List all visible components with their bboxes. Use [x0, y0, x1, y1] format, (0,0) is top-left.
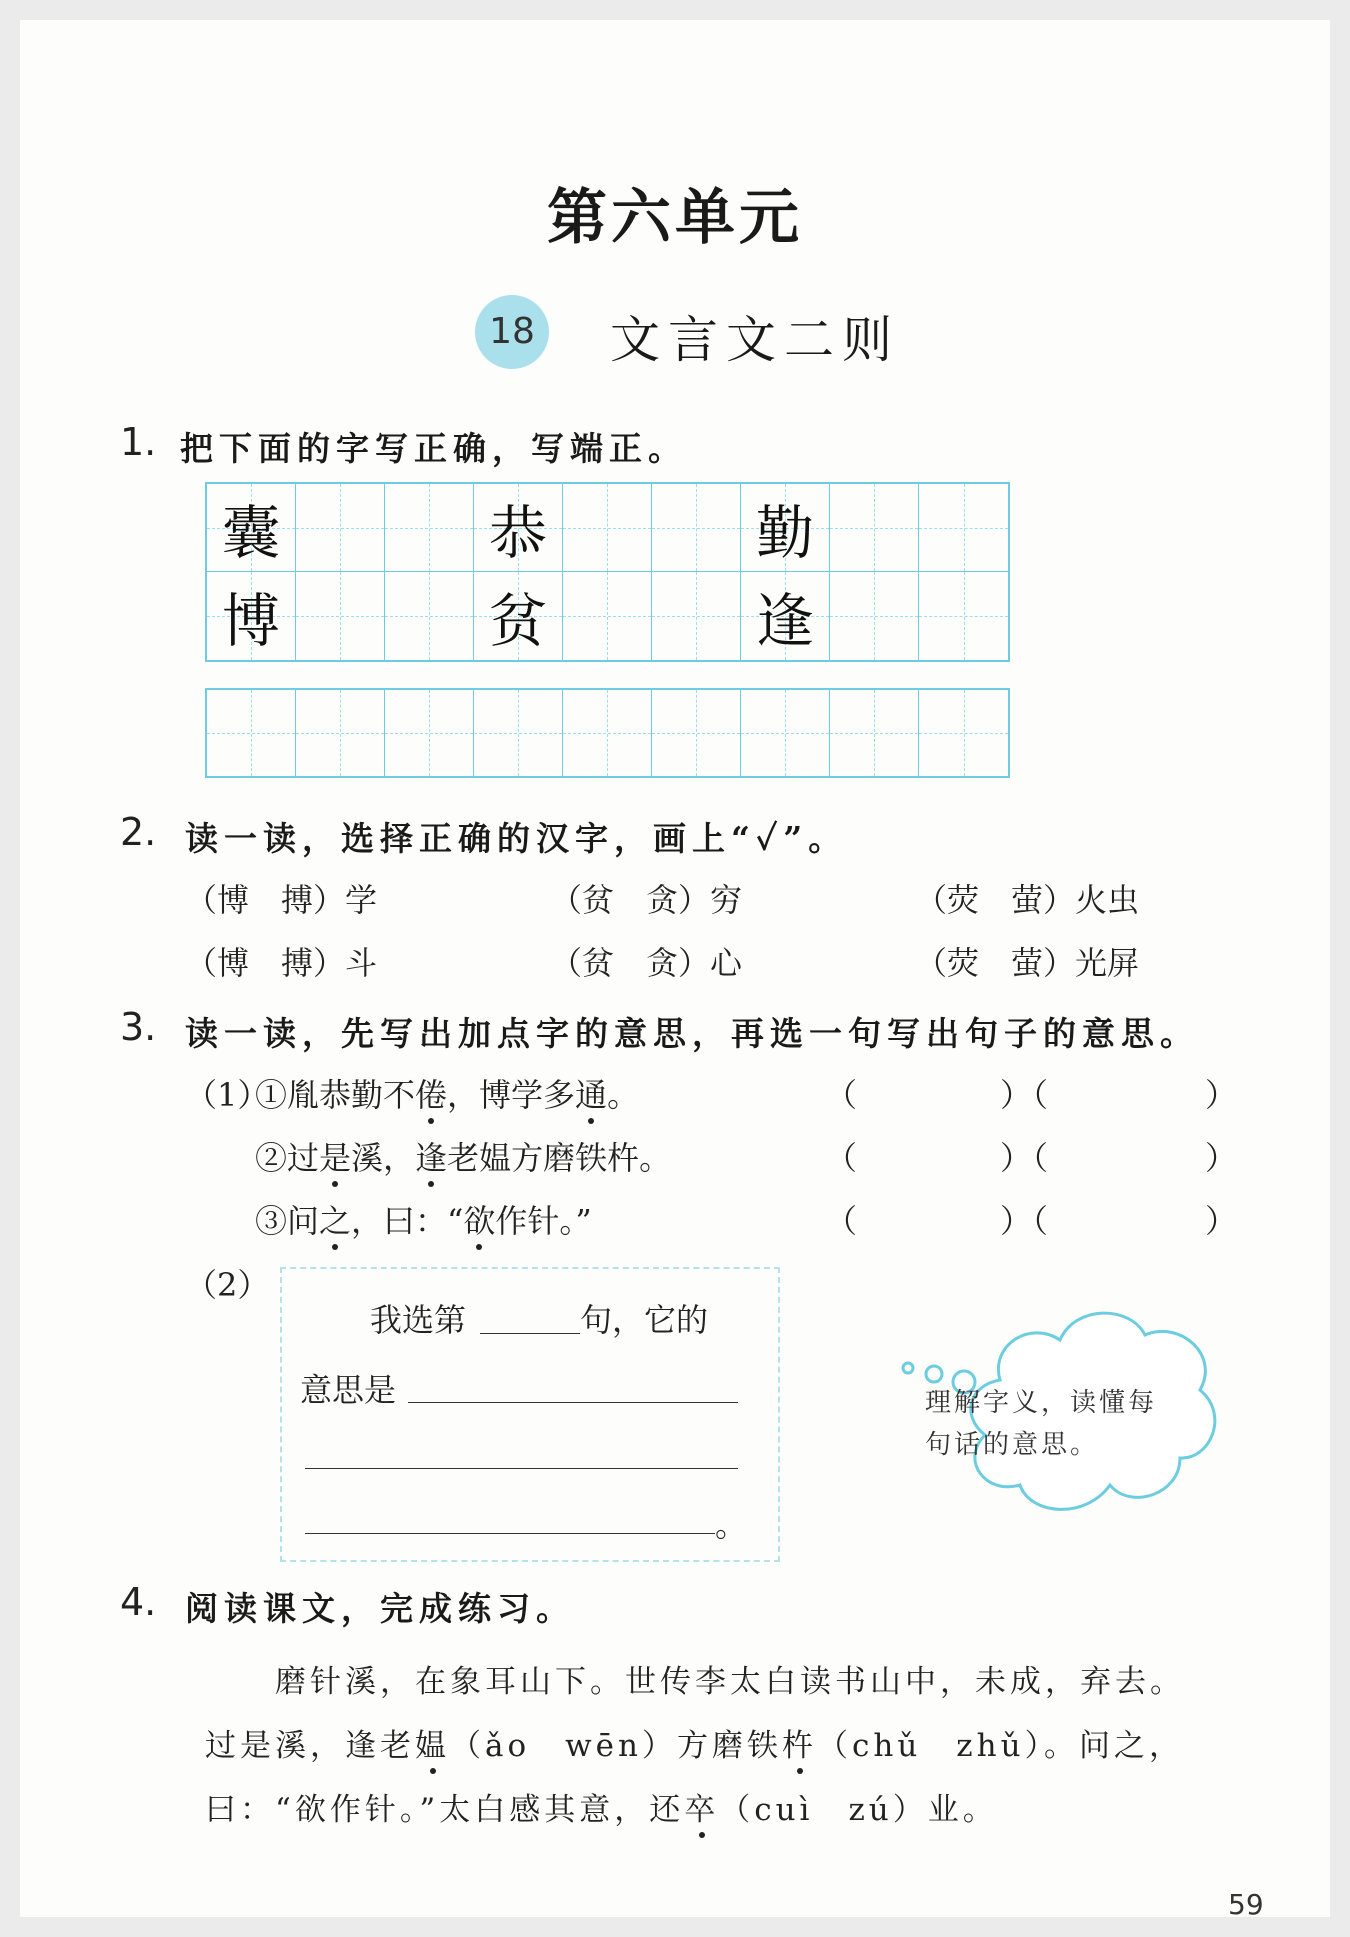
answer-prompt-2: 意思是: [300, 1371, 397, 1409]
grid-cell[interactable]: [563, 484, 652, 572]
q2-number: 2.: [120, 810, 157, 854]
lesson-title: 文言文二则: [610, 311, 900, 369]
reading-passage: [205, 1650, 1265, 1842]
paren-mid: ）（: [1000, 1076, 1049, 1114]
paren-mid: ）（: [1000, 1139, 1049, 1177]
answer-blank[interactable]: [480, 1333, 580, 1334]
grid-cell[interactable]: [741, 690, 830, 776]
grid-cell[interactable]: [830, 690, 919, 776]
paren-right: ）: [1205, 1076, 1238, 1114]
grid-cell[interactable]: [919, 690, 1008, 776]
answer-line[interactable]: [408, 1402, 738, 1403]
answer-line[interactable]: [305, 1533, 715, 1534]
grid-cell[interactable]: [296, 572, 385, 660]
grid-cell: 囊: [207, 484, 296, 572]
q3-instruction: 读一读，先写出加点字的意思，再选一句写出句子的意思。: [185, 1014, 1199, 1053]
q3-part2-label: （2）: [185, 1266, 270, 1304]
q4-number: 4.: [120, 1580, 157, 1624]
sentence-2: ②过是溪，逢老媪方磨铁杵。: [255, 1139, 672, 1177]
choice-item[interactable]: （贫 贪）心: [550, 944, 743, 982]
paren-left: （: [825, 1076, 858, 1114]
paren-mid: ）（: [1000, 1202, 1049, 1240]
grid-cell: 博: [207, 572, 296, 660]
writing-grid-example: [205, 482, 1010, 662]
grid-cell: 逢: [741, 572, 830, 660]
answer-end-mark: 。: [715, 1506, 748, 1544]
grid-cell[interactable]: [563, 690, 652, 776]
grid-cell[interactable]: [652, 572, 741, 660]
q4-instruction: 阅读课文，完成练习。: [185, 1589, 575, 1628]
grid-cell[interactable]: [385, 484, 474, 572]
choice-item[interactable]: （博 搏）学: [185, 881, 378, 919]
paren-right: ）: [1205, 1139, 1238, 1177]
grid-cell[interactable]: [652, 484, 741, 572]
choice-item[interactable]: （荧 萤）光屏: [915, 944, 1140, 982]
grid-cell[interactable]: [385, 572, 474, 660]
passage-line-3: 曰：“欲作针。”太白感其意，还卒（cuì zú）业。: [205, 1792, 998, 1828]
grid-cell: 勤: [741, 484, 830, 572]
grid-cell[interactable]: [385, 690, 474, 776]
paren-left: （: [825, 1202, 858, 1240]
grid-cell: 贫: [474, 572, 563, 660]
q1-instruction: 把下面的字写正确，写端正。: [180, 429, 687, 468]
q2-instruction: 读一读，选择正确的汉字，画上“✓”。: [185, 819, 848, 858]
answer-prompt-1b: 句，它的: [580, 1301, 709, 1339]
writing-grid-blank[interactable]: [205, 688, 1010, 778]
grid-cell[interactable]: [296, 690, 385, 776]
grid-cell[interactable]: [296, 484, 385, 572]
lesson-number-badge: 18: [475, 295, 549, 369]
paren-right: ）: [1205, 1202, 1238, 1240]
q3-number: 3.: [120, 1005, 157, 1049]
page-number: 59: [1228, 1888, 1264, 1921]
choice-item[interactable]: （贫 贪）穷: [550, 881, 743, 919]
q1-number: 1.: [120, 420, 157, 464]
tip-text: 理解字义，读懂每句话的意思。: [925, 1388, 1158, 1460]
grid-cell[interactable]: [919, 484, 1008, 572]
grid-cell[interactable]: [474, 690, 563, 776]
grid-cell[interactable]: [207, 690, 296, 776]
passage-line-2: 过是溪，逢老媪（ǎo wēn）方磨铁杵（chǔ zhǔ）。问之，: [205, 1728, 1185, 1764]
grid-cell[interactable]: [652, 690, 741, 776]
grid-cell[interactable]: [830, 484, 919, 572]
choice-item[interactable]: （博 搏）斗: [185, 944, 378, 982]
sentence-3: ③问之，曰：“欲作针。”: [255, 1202, 592, 1240]
answer-prompt-1: 我选第: [370, 1301, 467, 1339]
grid-cell[interactable]: [830, 572, 919, 660]
grid-cell[interactable]: [919, 572, 1008, 660]
q3-part1-label: （1）: [185, 1076, 270, 1114]
worksheet-page: [20, 20, 1330, 1921]
paren-left: （: [825, 1139, 858, 1177]
passage-line-1: 磨针溪，在象耳山下。世传李太白读书山中，未成，弃去。: [275, 1664, 1185, 1700]
choice-item[interactable]: （荧 萤）火虫: [915, 881, 1140, 919]
answer-line[interactable]: [305, 1468, 738, 1469]
grid-cell: 恭: [474, 484, 563, 572]
grid-cell[interactable]: [563, 572, 652, 660]
sentence-1: ①胤恭勤不倦，博学多通。: [255, 1076, 640, 1114]
unit-title: 第六单元: [547, 183, 803, 253]
